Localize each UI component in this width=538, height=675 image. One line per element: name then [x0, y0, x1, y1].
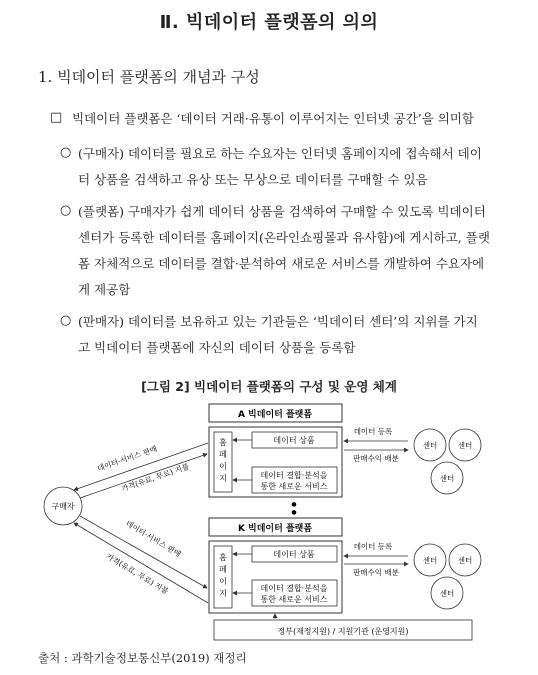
gov-support-label: 정부(재정지원) / 지원기관 (운영지원) — [277, 627, 409, 636]
item-line: (구매자) 데이터를 필요로 하는 수요자는 인터넷 홈페이지에 접속해서 데이 — [78, 146, 482, 161]
figure-title: [그림 2] 빅데이터 플랫폼의 구성 및 운영 체계 — [141, 379, 397, 394]
center-label: 센터 — [439, 474, 455, 483]
section-title: Ⅱ. 빅데이터 플랫폼의 의의 — [159, 12, 379, 33]
platform-k-label: K 빅데이터 플랫폼 — [237, 524, 313, 534]
homepage-char: 페 — [219, 565, 227, 574]
register-label: 데이터 등록 — [353, 427, 393, 436]
center-label: 센터 — [439, 589, 455, 598]
homepage-char: 홈 — [219, 438, 227, 447]
source-note: 출처 : 과학기술정보통신부(2019) 재정리 — [38, 651, 247, 665]
buyer-label: 구매자 — [51, 502, 75, 511]
circle-bullet: ○ — [60, 145, 72, 160]
ellipsis-dots: ● — [291, 501, 297, 508]
homepage-char: 이 — [219, 577, 227, 586]
homepage-char: 지 — [219, 474, 227, 483]
subsection-title: 1. 빅데이터 플랫폼의 개념과 구성 — [38, 68, 260, 86]
upper-pay-label: 가격(유료, 무료) 지불 — [120, 461, 191, 494]
ellipsis-dots: ● — [291, 509, 297, 516]
item-line: 폼 자체적으로 데이터를 결합·분석하여 새로운 서비스를 개발하여 수요자에 — [78, 256, 485, 271]
item-line: 터 상품을 검색하고 유상 또는 무상으로 데이터를 구매할 수 있음 — [78, 172, 428, 187]
service-label: 데이터 결합·분석을 — [260, 584, 328, 593]
homepage-char: 지 — [219, 589, 227, 598]
lower-sell-label: 데이터·서비스 판매 — [124, 518, 183, 559]
upper-sell-label: 데이터·서비스 판매 — [96, 444, 159, 474]
homepage-char: 홈 — [219, 553, 227, 562]
center-label: 센터 — [422, 556, 438, 565]
revenue-label: 판매수익 배분 — [353, 454, 399, 463]
center-label: 센터 — [457, 556, 473, 565]
data-product-label: 데이터 상품 — [273, 436, 315, 445]
item-line: 게 제공함 — [78, 282, 131, 297]
circle-bullet: ○ — [60, 313, 72, 328]
item-line: 센터가 등록한 데이터를 홈페이지(온라인쇼핑몰과 유사함)에 게시하고, 플랫 — [78, 230, 490, 245]
center-label: 센터 — [422, 441, 438, 450]
data-product-label: 데이터 상품 — [273, 550, 315, 559]
square-bullet: □ — [50, 110, 63, 125]
revenue-label: 판매수익 배분 — [353, 568, 399, 577]
lower-pay-label: 가격(유료, 무료) 지불 — [104, 551, 171, 596]
definition-text: 빅데이터 플랫폼은 ‘데이터 거래·유통이 이루어지는 인터넷 공간’을 의미함 — [72, 111, 474, 126]
homepage-char: 이 — [219, 462, 227, 471]
service-label: 통한 새로운 서비스 — [260, 482, 328, 491]
platform-diagram — [0, 398, 538, 648]
center-label: 센터 — [457, 441, 473, 450]
item-line: 고 빅데이터 플랫폼에 자신의 데이터 상품을 등록함 — [78, 340, 356, 355]
circle-bullet: ○ — [60, 203, 72, 218]
platform-a-label: A 빅데이터 플랫폼 — [237, 410, 313, 420]
homepage-char: 페 — [219, 450, 227, 459]
item-line: (판매자) 데이터를 보유하고 있는 기관들은 ‘빅데이터 센터’의 지위를 가지 — [78, 314, 478, 329]
service-label: 데이터 결합·분석을 — [260, 471, 328, 480]
service-label: 통한 새로운 서비스 — [260, 595, 328, 604]
item-line: (플랫폼) 구매자가 쉽게 데이터 상품을 검색하여 구매할 수 있도록 빅데이터 — [78, 204, 486, 219]
register-label: 데이터 등록 — [353, 542, 393, 551]
